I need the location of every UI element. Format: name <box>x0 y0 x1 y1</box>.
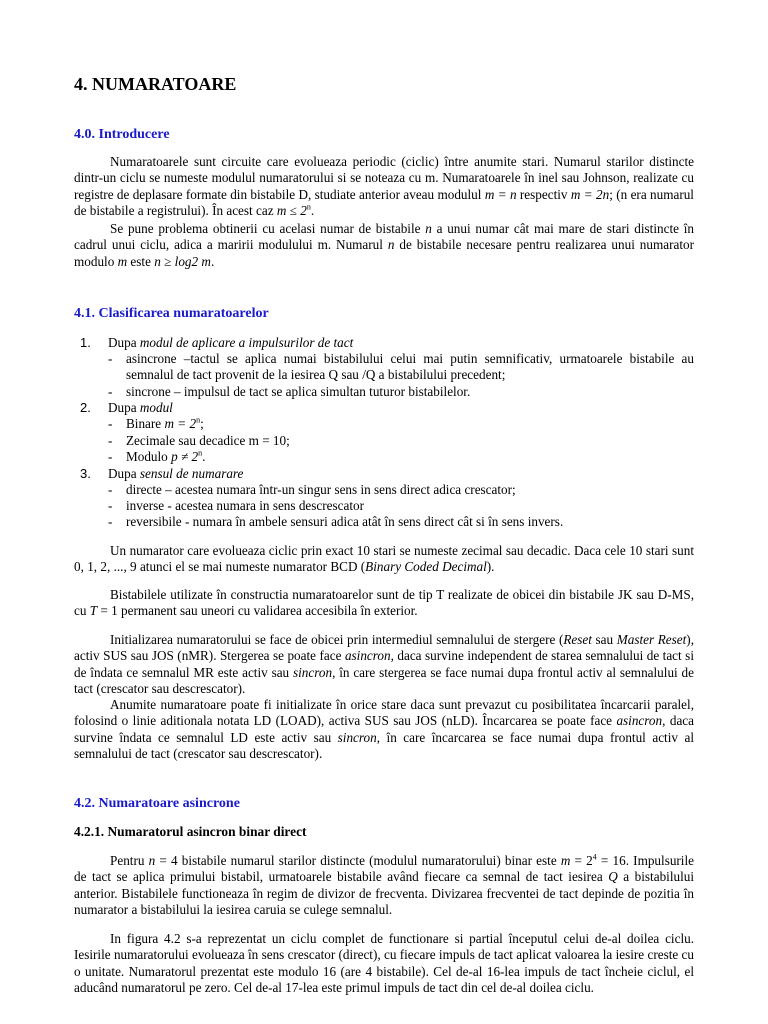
paragraph-initializare: Initializarea numaratorului se face de obicei prin intermediul semnalului de stergere (Reset sau Master Reset), activ SUS sau JOS (nMR). Stergerea se poate face asincron, daca survine independent de starea semnalului de tact si de îndata ce semnalul MR este activ sau sincron, în care stergerea se face numai dupa frontul activ al semnalului de tact (crescator sau descrescator). <box>74 632 694 696</box>
paragraph-bcd: Un numarator care evolueaza ciclic prin exact 10 stari se numeste zecimal sau decadic. Daca cele 10 stari sunt 0, 1, 2, ..., 9 atunci el se mai numeste numarator BCD (Binary Coded Decimal). <box>74 543 694 575</box>
list-subitem: - Binare $m = 2^n$; <box>108 415 204 431</box>
list-subitem: - reversibile - numara în ambele sensuri adica atât în sens direct cât si în sens invers. <box>108 514 564 529</box>
intro-paragraph-1: Numaratoarele sunt circuite care evolueaza periodic (ciclic) între anumite stari. Numarul starilor distincte dintr-un ciclu se numeste modulul numaratorului si se noteaza cu m. Numaratoarele în inel sau Johnson, realizate cu registre de deplasare formate din bistabile D, studiate anterior aveau modulul m = n respectiv m = 2n; (n era numarul de bistabile a registrului). În acest caz $m \le 2^n$. <box>74 154 694 218</box>
list-subitem: - Zecimale sau decadice m = 10; <box>108 433 290 448</box>
section-heading-clasificare: 4.1. Clasificarea numaratoarelor <box>74 306 269 321</box>
intro-paragraph-2: Se pune problema obtinerii cu acelasi numar de bistabile n a unui numar cât mai mare de stari distincte în cadrul unui ciclu, adica a maririi modulului m. Numarul n de bistabile necesare pentru realizarea unui numarator modulo m este n ≥ log2 m. <box>74 221 694 269</box>
section-heading-introducere: 4.0. Introducere <box>74 127 170 142</box>
list-subitem: - asincrone –tactul se aplica numai bistabilului celui mai putin semnificativ, urmatoarele bistabile au semnalul de tact provenit de la iesirea Q sau /Q a bistabilului precedent; <box>108 351 694 383</box>
list-subitem: - directe – acestea numara într-un singur sens in sens direct adica crescator; <box>108 482 516 497</box>
subsection-heading: 4.2.1. Numaratorul asincron binar direct <box>74 824 307 839</box>
paragraph-incarcare: Anumite numaratoare poate fi initializate în orice stare daca sunt prevazut cu posibilitatea încarcarii paralel, folosind o linie aditionala notata LD (LOAD), activa SUS sau JOS (nLD). Încarcarea se poate face asincron, daca survine îndata ce semnalul LD este activ sau sincron, în care încarcarea se face numai dupa frontul activ al semnalului de tact (crescator sau descrescator). <box>74 697 695 761</box>
list-lead: Dupa sensul de numarare <box>108 466 244 481</box>
paragraph-figura: In figura 4.2 s-a reprezentat un ciclu complet de functionare si partial începutul celui de-al doilea ciclu. Iesirile numaratorului evolueaza în sens crescator (direct), cu fiecare impuls de tact aplicat valoarea la iesire creste cu o unitate. Numaratorul prezentat este modulo 16 (are 4 bistabile). Cel de-al 16-lea impuls de tact încheie ciclul, el aducând numaratorul pe zero. Cel de-al 17-lea este primul impuls de tact din cel de-al doilea ciclu. <box>74 931 694 995</box>
paragraph-binar-direct: Pentru n = 4 bistabile numarul starilor distincte (modulul numaratorului) binar este $m = 2^4 = 16$. Impulsurile de tact se aplica primului bistabil, urmatoarele bistabile având fiecare ca semnal de tact iesirea Q a bistabilului anterior. Bistabilele functioneaza în regim de divizor de frecventa. Divizarea frecventei de tact depinde de pozitia în numarator a bistabilului la iesirea caruia se culege semnalul. <box>74 852 694 917</box>
list-lead: Dupa modul de aplicare a impulsurilor de tact <box>108 335 354 350</box>
list-subitem: - inverse - acestea numara in sens descrescator <box>108 498 364 513</box>
list-lead: Dupa modul <box>108 400 173 415</box>
section-heading-asincrone: 4.2. Numaratoare asincrone <box>74 796 240 811</box>
list-number: 2. <box>80 400 91 415</box>
paragraph-bistabile: Bistabilele utilizate în constructia numaratoarelor sunt de tip T realizate de obicei din bistabile JK sau D-MS, cu T = 1 permanent sau uneori cu validarea accesibila în exterior. <box>74 587 694 619</box>
chapter-title: 4. NUMARATOARE <box>74 74 237 94</box>
list-number: 3. <box>80 466 91 481</box>
list-number: 1. <box>80 335 91 350</box>
list-subitem: - sincrone – impulsul de tact se aplica simultan tuturor bistabilelor. <box>108 384 471 399</box>
list-subitem: - Modulo $p \ne 2^n$. <box>108 448 206 464</box>
